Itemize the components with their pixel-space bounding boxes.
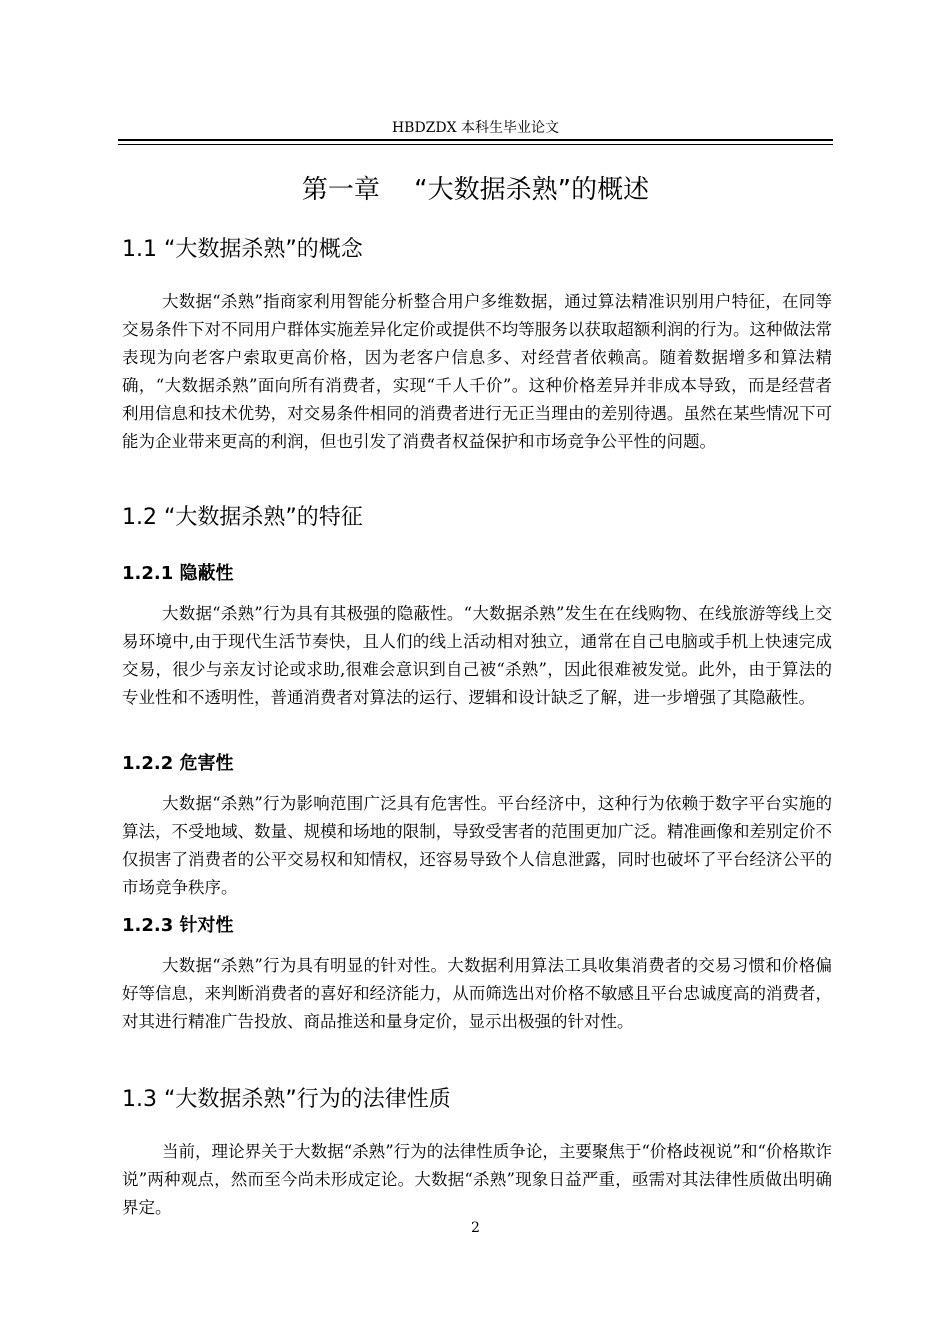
chapter-title: 第一章 “大数据杀熟”的概述 <box>301 175 650 205</box>
header-rule-thin <box>118 144 833 145</box>
subsection-heading-1-2-2: 1.2.2 危害性 <box>122 753 234 774</box>
paragraph-1-2-2: 大数据“杀熟”行为影响范围广泛具有危害性。平台经济中，这种行为依赖于数字平台实施的算法，不受地域、数量、规模和场地的限制，导致受害者的范围更加广泛。精准画像和差别定价不仅损害了消费者的公平交易权和知情权，还容易导致个人信息泄露，同时也破坏了平台经济公平的市场竞争秩序。 <box>122 794 832 897</box>
page-number: 2 <box>471 1220 480 1236</box>
header-rule-thick <box>118 139 833 141</box>
paragraph-1-1: 大数据“杀熟”指商家利用智能分析整合用户多维数据，通过算法精准识别用户特征，在同等交易条件下对不同用户群体实施差异化定价或提供不均等服务以获取超额利润的行为。这种做法常表现为向老客户索取更高价格，因为老客户信息多、对经营者依赖高。随着数据增多和算法精确，“大数据杀熟”面向所有消费者，实现“千人千价”。这种价格差异并非成本导致，而是经营者利用信息和技术优势，对交易条件相同的消费者进行无正当理由的差别待遇。虽然在某些情况下可能为企业带来更高的利润，但也引发了消费者权益保护和市场竞争公平性的问题。 <box>122 292 832 451</box>
section-heading-1-3: 1.3 “大数据杀熟”行为的法律性质 <box>122 1087 451 1112</box>
page-header: HBDZDX 本科生毕业论文 <box>391 120 560 136</box>
paragraph-1-2-1: 大数据“杀熟”行为具有其极强的隐蔽性。“大数据杀熟”发生在在线购物、在线旅游等线上交易环境中,由于现代生活节奏快，且人们的线上活动相对独立，通常在自己电脑或手机上快速完成交易，很少与亲友讨论或求助,很难会意识到自己被“杀熟”，因此很难被发觉。此外，由于算法的专业性和不透明性，普通消费者对算法的运行、逻辑和设计缺乏了解，进一步增强了其隐蔽性。 <box>122 604 832 707</box>
subsection-heading-1-2-1: 1.2.1 隐蔽性 <box>122 563 234 584</box>
section-heading-1-1: 1.1 “大数据杀熟”的概念 <box>122 237 363 262</box>
paragraph-1-3: 当前，理论界关于大数据“杀熟”行为的法律性质争论，主要聚焦于“价格歧视说”和“价格欺诈说”两种观点，然而至今尚未形成定论。大数据“杀熟”现象日益严重，亟需对其法律性质做出明确界定。 <box>122 1142 832 1217</box>
section-heading-1-2: 1.2 “大数据杀熟”的特征 <box>122 505 363 530</box>
subsection-heading-1-2-3: 1.2.3 针对性 <box>122 915 234 936</box>
paragraph-1-2-3: 大数据“杀熟”行为具有明显的针对性。大数据利用算法工具收集消费者的交易习惯和价格偏好等信息，来判断消费者的喜好和经济能力，从而筛选出对价格不敏感且平台忠诚度高的消费者，对其进行精准广告投放、商品推送和量身定价，显示出极强的针对性。 <box>122 956 832 1031</box>
